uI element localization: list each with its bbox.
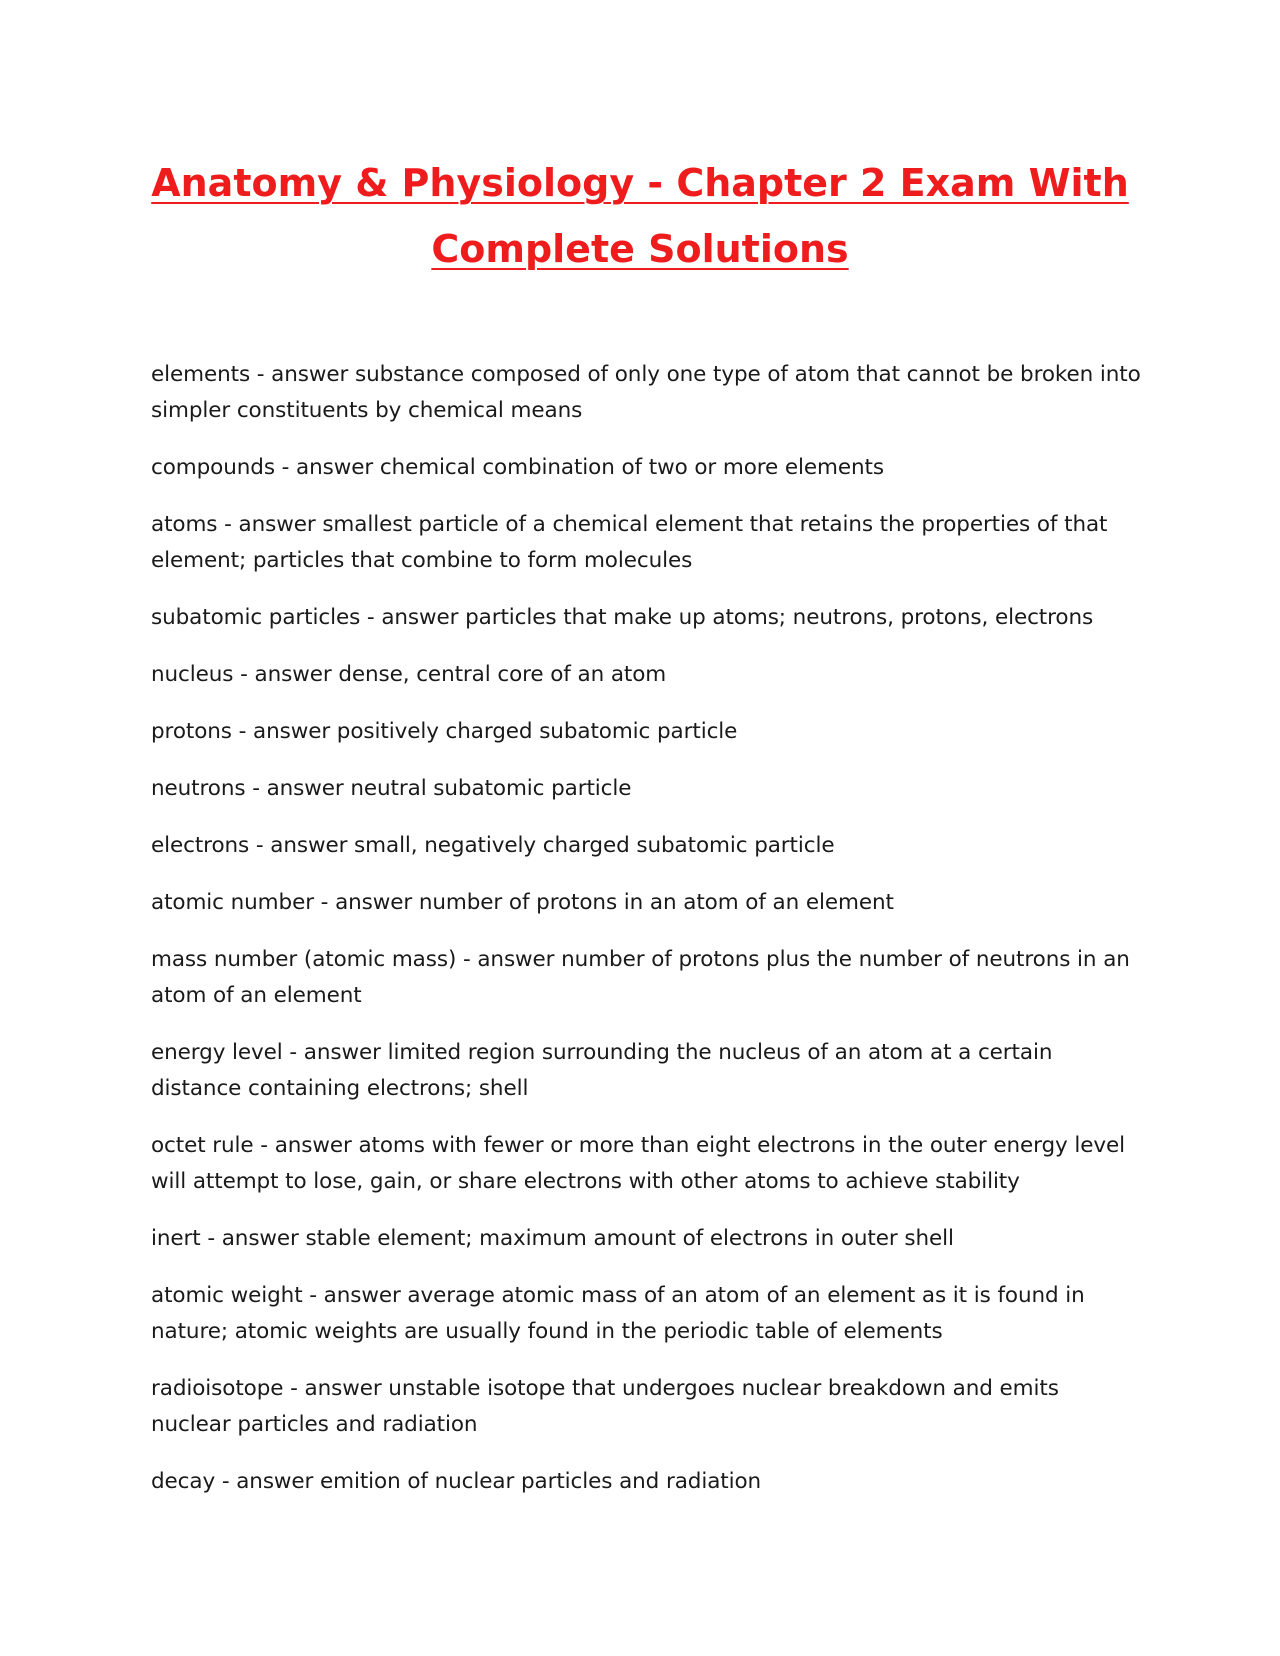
entry-decay: decay - answer emition of nuclear particles and radiation [151,1469,762,1494]
entry-protons: protons - answer positively charged subatomic particle [151,719,738,744]
entry-octet-rule: octet rule - answer atoms with fewer or more than eight electrons in the outer energy level will attempt to lose, gain, or share electrons with other atoms to achieve stability [151,1133,1126,1194]
document-title: Anatomy & Physiology - Chapter 2 Exam With Complete Solutions [151,161,1129,271]
entry-elements: elements - answer substance composed of only one type of atom that cannot be broken into simpler constituents by chemical means [151,362,1141,423]
entry-atomic-weight: atomic weight - answer average atomic mass of an atom of an element as it is found in nature; atomic weights are usually found in the periodic table of elements [151,1283,1085,1344]
entry-subatomic-particles: subatomic particles - answer particles that make up atoms; neutrons, protons, electrons [151,605,1094,630]
entry-inert: inert - answer stable element; maximum amount of electrons in outer shell [151,1226,954,1251]
entry-mass-number: mass number (atomic mass) - answer number of protons plus the number of neutrons in an atom of an element [151,947,1130,1008]
entry-energy-level: energy level - answer limited region surrounding the nucleus of an atom at a certain distance containing electrons; shell [151,1040,1053,1101]
entry-radioisotope: radioisotope - answer unstable isotope that undergoes nuclear breakdown and emits nuclear particles and radiation [151,1376,1059,1437]
entry-electrons: electrons - answer small, negatively charged subatomic particle [151,833,835,858]
entry-neutrons: neutrons - answer neutral subatomic particle [151,776,632,801]
entry-atoms: atoms - answer smallest particle of a chemical element that retains the properties of that element; particles that combine to form molecules [151,512,1108,573]
entry-compounds: compounds - answer chemical combination of two or more elements [151,455,884,480]
entry-atomic-number: atomic number - answer number of protons in an atom of an element [151,890,894,915]
entry-list [151,357,1141,1521]
entry-nucleus: nucleus - answer dense, central core of an atom [151,662,667,687]
